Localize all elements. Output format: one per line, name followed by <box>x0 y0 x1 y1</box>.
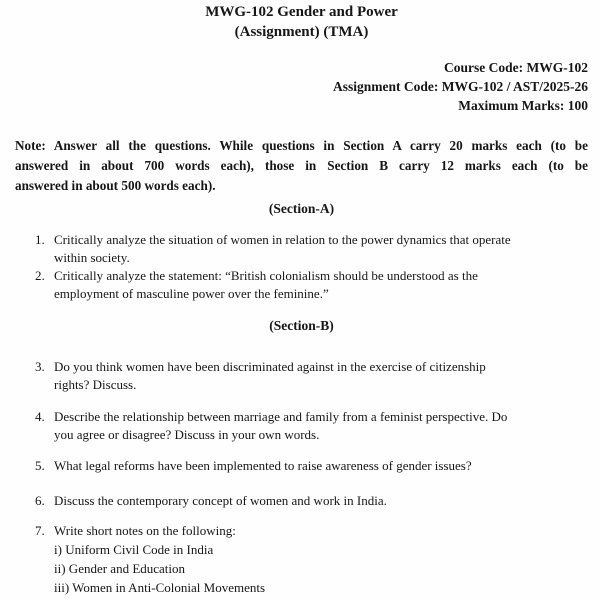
assignment-code: Assignment Code: MWG-102 / AST/2025-26 <box>332 79 588 94</box>
code-block <box>15 58 588 115</box>
question-text <box>54 521 588 597</box>
question-text <box>54 231 588 267</box>
question-5 <box>15 457 588 475</box>
section-b-label: (Section-B) <box>269 318 334 333</box>
question-line: Critically analyze the statement: “British colonialism should be understood as the <box>54 268 478 283</box>
question-number: 6. <box>35 493 45 508</box>
question-line: employment of masculine power over the feminine.” <box>54 286 329 301</box>
course-code: Course Code: MWG-102 <box>444 60 588 75</box>
question-line: within society. <box>54 250 130 265</box>
question-3 <box>15 358 588 394</box>
question-line: What legal reforms have been implemented to raise awareness of gender issues? <box>54 458 472 473</box>
question-6 <box>15 492 588 510</box>
note-line: answered in about 700 words each), those in Section B carry 12 marks each (to be <box>15 158 588 173</box>
question-line: Discuss the contemporary concept of women and work in India. <box>54 493 387 508</box>
question-7 <box>15 521 588 597</box>
note-line: answered in about 500 words each). <box>15 178 216 193</box>
question-line: Do you think women have been discriminated against in the exercise of citizenship <box>54 359 486 374</box>
question-number: 3. <box>35 359 45 374</box>
question-line: Write short notes on the following: <box>54 523 236 538</box>
note-line: Note: Answer all the questions. While questions in Section A carry 20 marks each (to be <box>15 138 588 153</box>
question-text <box>54 267 588 303</box>
question-number: 1. <box>35 232 45 247</box>
document-title <box>15 2 588 42</box>
question-text <box>54 358 588 394</box>
question-text <box>54 457 588 475</box>
question-number: 2. <box>35 268 45 283</box>
question-2 <box>15 267 588 303</box>
question-4 <box>15 408 588 444</box>
instructions-note <box>15 136 588 196</box>
question-line: Describe the relationship between marriage and family from a feminist perspective. Do <box>54 409 508 424</box>
question-number: 4. <box>35 409 45 424</box>
question-subitem: ii) Gender and Education <box>54 561 186 576</box>
question-line: Critically analyze the situation of women in relation to the power dynamics that operate <box>54 232 511 247</box>
question-line: rights? Discuss. <box>54 377 137 392</box>
maximum-marks: Maximum Marks: 100 <box>458 98 588 113</box>
question-subitem: iii) Women in Anti-Colonial Movements <box>54 580 266 595</box>
assignment-type: (Assignment) (TMA) <box>234 24 369 40</box>
section-a-label: (Section-A) <box>268 201 335 216</box>
question-number: 7. <box>35 523 45 538</box>
question-1 <box>15 231 588 267</box>
question-text <box>54 408 588 444</box>
question-text <box>54 492 588 510</box>
question-subitem: i) Uniform Civil Code in India <box>54 542 214 557</box>
question-line: you agree or disagree? Discuss in your own words. <box>54 427 320 442</box>
question-number: 5. <box>35 458 45 473</box>
course-title: MWG-102 Gender and Power <box>205 4 398 20</box>
